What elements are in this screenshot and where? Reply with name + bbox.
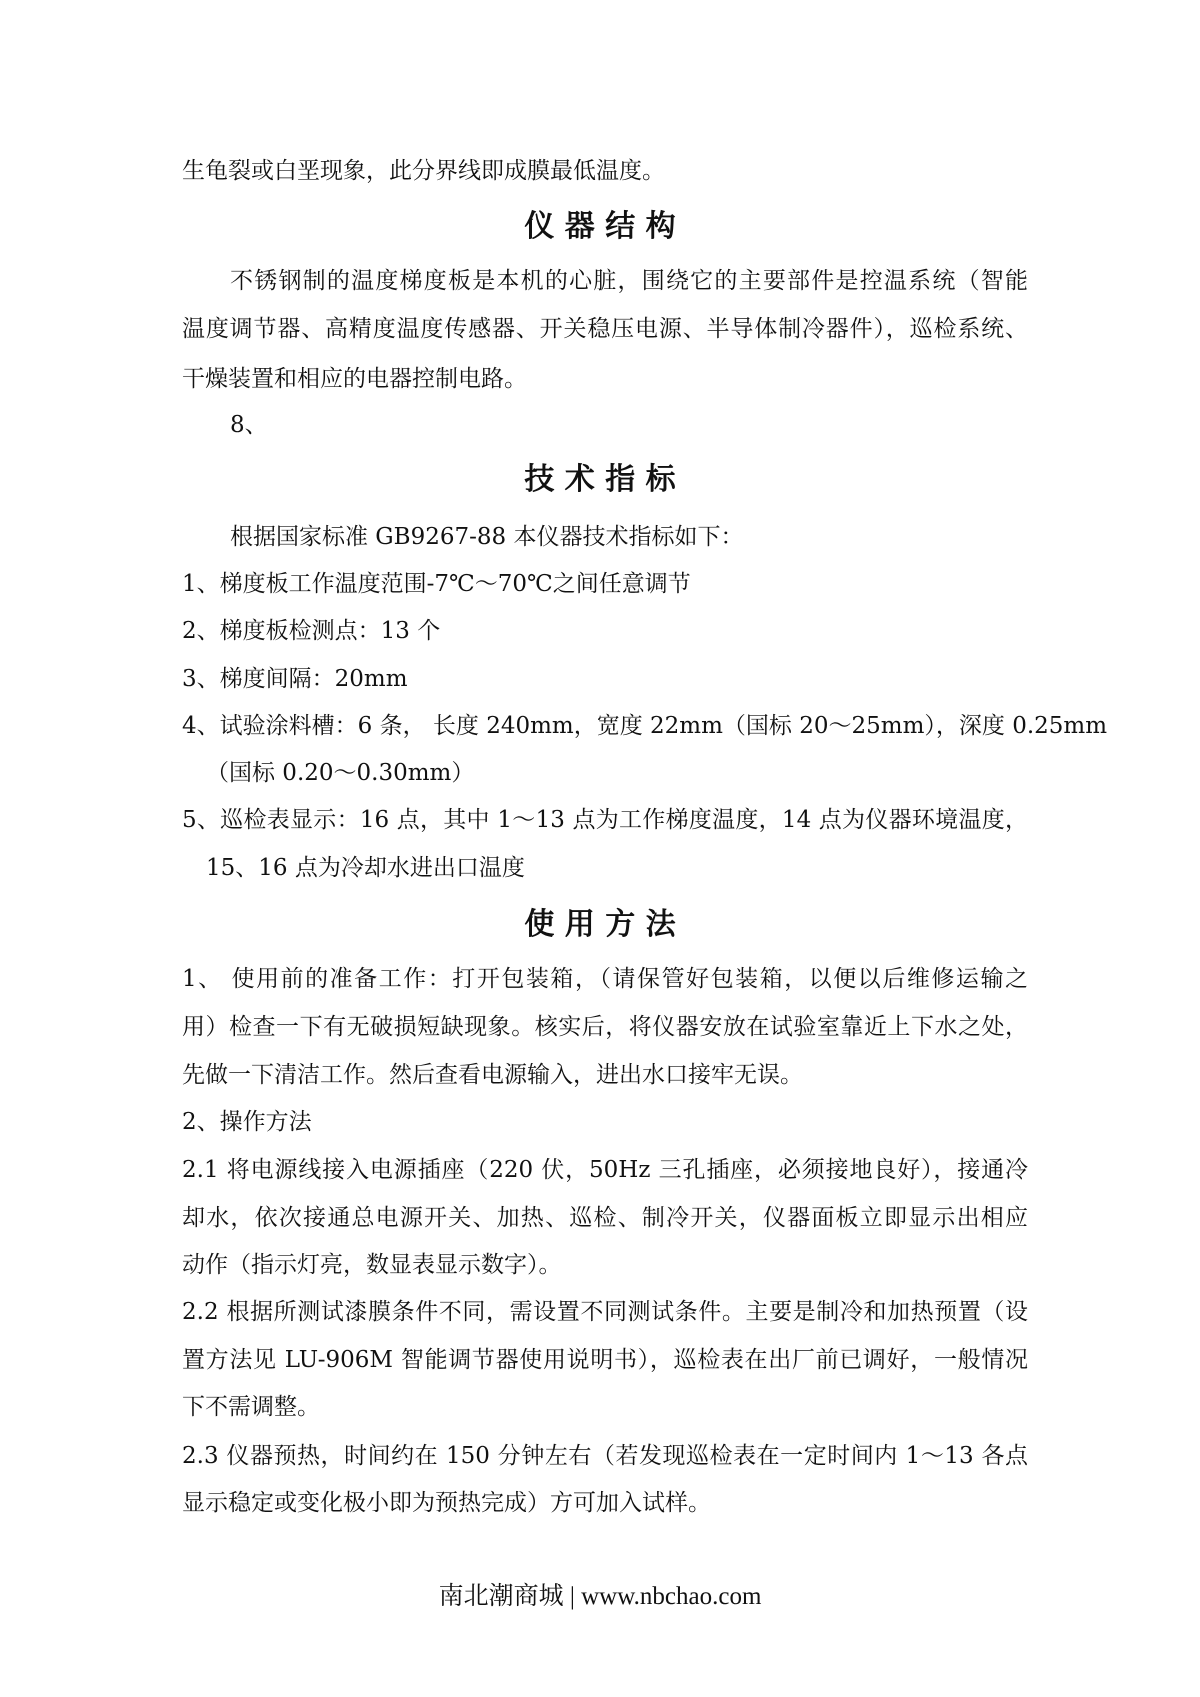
paragraph-line: 2.1 将电源线接入电源插座（220 伏，50Hz 三孔插座，必须接地良好），接通冷 — [182, 1157, 1028, 1183]
spec-item: 4、试验涂料槽：6 条， 长度 240mm，宽度 22mm（国标 20～25mm），深度 0.25mm — [182, 713, 1108, 739]
paragraph-line: 干燥装置和相应的电器控制电路。 — [182, 366, 527, 392]
paragraph-line: 下不需调整。 — [182, 1394, 320, 1420]
paragraph-line: 用）检查一下有无破损短缺现象。核实后，将仪器安放在试验室靠近上下水之处， — [182, 1014, 1028, 1040]
paragraph-line: 却水，依次接通总电源开关、加热、巡检、制冷开关，仪器面板立即显示出相应 — [182, 1205, 1028, 1231]
spec-item: 2、梯度板检测点：13 个 — [182, 618, 441, 644]
section-heading-structure: 仪 器 结 构 — [524, 209, 676, 244]
section-heading-specs: 技 术 指 标 — [524, 462, 676, 497]
paragraph-line: 2.3 仪器预热，时间约在 150 分钟左右（若发现巡检表在一定时间内 1～13 各点 — [182, 1443, 1028, 1469]
paragraph-line: 温度调节器、高精度温度传感器、开关稳压电源、半导体制冷器件），巡检系统、 — [182, 316, 1028, 342]
paragraph-line: 根据国家标准 GB9267-88 本仪器技术指标如下： — [230, 524, 744, 550]
spec-item: 1、梯度板工作温度范围-7℃～70℃之间任意调节 — [182, 571, 691, 597]
paragraph-line: 1、 使用前的准备工作：打开包装箱，（请保管好包装箱，以便以后维修运输之 — [182, 966, 1028, 992]
section-heading-usage: 使 用 方 法 — [524, 907, 676, 942]
paragraph-line: 2、操作方法 — [182, 1109, 312, 1135]
spec-item-cont: （国标 0.20～0.30mm） — [206, 760, 475, 786]
spec-item: 3、梯度间隔：20mm — [182, 666, 408, 692]
paragraph-line: 显示稳定或变化极小即为预热完成）方可加入试样。 — [182, 1490, 711, 1516]
paragraph-line: 动作（指示灯亮，数显表显示数字）。 — [182, 1252, 562, 1278]
footer-watermark: 南北潮商城 | www.nbchao.com — [438, 1583, 762, 1610]
paragraph-line: 8、 — [230, 412, 268, 438]
paragraph-line: 置方法见 LU-906M 智能调节器使用说明书），巡检表在出厂前已调好，一般情况 — [182, 1347, 1028, 1373]
spec-item: 5、巡检表显示：16 点，其中 1～13 点为工作梯度温度，14 点为仪器环境温度， — [182, 807, 1028, 833]
paragraph-line: 不锈钢制的温度梯度板是本机的心脏，围绕它的主要部件是控温系统（智能 — [230, 268, 1028, 294]
paragraph-line: 2.2 根据所测试漆膜条件不同，需设置不同测试条件。主要是制冷和加热预置（设 — [182, 1299, 1028, 1325]
spec-item-cont: 15、16 点为冷却水进出口温度 — [206, 855, 525, 881]
paragraph-line: 生龟裂或白垩现象，此分界线即成膜最低温度。 — [182, 158, 665, 184]
paragraph-line: 先做一下清洁工作。然后查看电源输入，进出水口接牢无误。 — [182, 1062, 803, 1088]
